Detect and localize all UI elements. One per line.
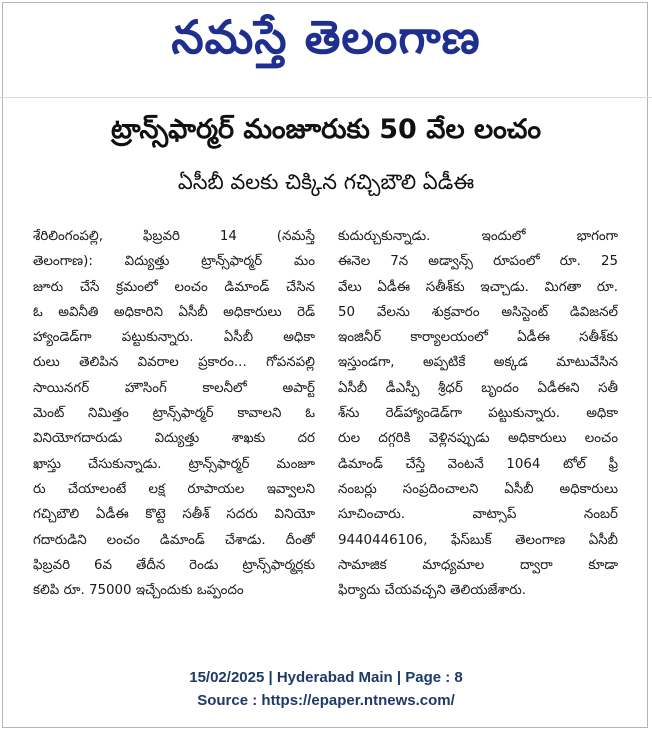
article-text-line: ఈనెల 7న అడ్వాన్స్ రూపంలో రూ. 25 (338, 254, 618, 270)
article-subheadline: ఏసీబీ వలకు చిక్కిన గచ్చిబౌలి ఏడీఈ (177, 170, 475, 194)
article-text-line: తెలంగాణ): విద్యుత్తు ట్రాన్స్‌ఫార్మర్ మం (33, 254, 315, 270)
article-text-line: రులు తెలిపిన వివరాల ప్రకారం... గోపనపల్లి (33, 355, 315, 371)
article-text-line: గదారుడిని లంచం డిమాండ్ చేశాడు. దీంతో (33, 532, 315, 548)
article-text-line: వేలు ఏడీఈ సతీశ్‌కు ఇచ్చాడు. మిగతా రూ. (338, 279, 618, 295)
article-text-line: వినియోగదారుడు విద్యుత్తు శాఖకు దర (33, 431, 315, 447)
article-left-column (33, 224, 315, 603)
article-text-line: ఇంజినీర్ కార్యాలయంలో ఏడీఈ సతీశ్‌కు (338, 330, 618, 346)
newspaper-masthead (0, 6, 652, 80)
article-text-line: ఫిర్యాదు చేయవచ్చని తెలియజేశారు. (338, 583, 527, 599)
article-text-line: జూరు చేసే క్రమంలో లంచం డిమాండ్ చేసిన (33, 279, 315, 295)
article-text-line: గచ్చిబౌలి ఏడీఈ కొట్టె సతీశ్ సదరు వినియో (33, 507, 315, 523)
article-text-line: సూచించారు. వాట్సాప్ నంబర్ (338, 507, 618, 523)
article-right-column (338, 224, 618, 603)
article-text-line: రుల దగ్గరికి వెళ్లినప్పుడు అధికారులు లంచం (338, 431, 618, 447)
article-text-line: డిమాండ్ చేస్తే వెంటనే 1064 టోల్ ఫ్రీ (338, 456, 618, 472)
article-text-line: ఏసీబీ డీఎస్పీ శ్రీధర్ బృందం ఏడీఈని సతీ (338, 380, 618, 396)
article-text-line: కలిపి రూ. 75000 ఇచ్చేందుకు ఒప్పందం (33, 583, 244, 599)
article-text-line: 9440446106, ఫేస్‌బుక్ తెలంగాణ ఏసీబీ (338, 532, 618, 548)
source-link[interactable]: Source : https://epaper.ntnews.com/ (197, 692, 455, 709)
article-text-line: శేరిలింగంపల్లి, ఫిబ్రవరి 14 (నమస్తే (33, 229, 315, 244)
masthead-title: నమస్తే తెలంగాణ (171, 10, 481, 64)
article-text-line: సాయినగర్ హౌసింగ్ కాలనీలో అపార్ట్ (33, 380, 315, 396)
article-text-line: కుదుర్చుకున్నాడు. ఇందులో భాగంగా (338, 229, 618, 244)
article-text-line: రు చేయాలంటే లక్ష రూపాయల ఇవ్వాలని (33, 481, 315, 497)
article-text-line: ఇస్తుండగా, అప్పటికే అక్కడ మాటువేసిన (338, 355, 618, 371)
article-text-line: శ్‌ను రెడ్‌హ్యాండెడ్‌గా పట్టుకున్నారు. అధికా (338, 406, 618, 422)
article-text-line: మెంట్ నిమిత్తం ట్రాన్స్‌ఫార్మర్ కావాలని ఓ (33, 406, 315, 422)
masthead-divider (0, 97, 652, 98)
article-text-line: ఖాస్తు చేసుకున్నాడు. ట్రాన్స్‌ఫార్మర్ మంజూ (33, 456, 315, 472)
article-text-line: హ్యాండెడ్‌గా పట్టుకున్నారు. ఏసీబీ అధికా (33, 330, 315, 346)
article-text-line: సామాజిక మాధ్యమాల ద్వారా కూడా (338, 557, 618, 573)
edition-info: 15/02/2025 | Hyderabad Main | Page : 8 (189, 669, 463, 686)
article-headline: ట్రాన్స్‌ఫార్మర్ మంజూరుకు 50 వేల లంచం (110, 114, 542, 145)
article-text-line: 50 వేలను శుక్రవారం అసిస్టెంట్ డివిజనల్ (338, 304, 618, 320)
article-text-line: ఓ అవినీతి అధికారిని ఏసీబీ అధికారులు రెడ్ (33, 304, 315, 320)
article-text-line: నంబర్లు సంప్రదించాలని ఏసీబీ అధికారులు (338, 481, 618, 497)
article-text-line: ఫిబ్రవరి 6వ తేదీన రెండు ట్రాన్స్‌ఫార్మర్లకు (33, 557, 315, 573)
